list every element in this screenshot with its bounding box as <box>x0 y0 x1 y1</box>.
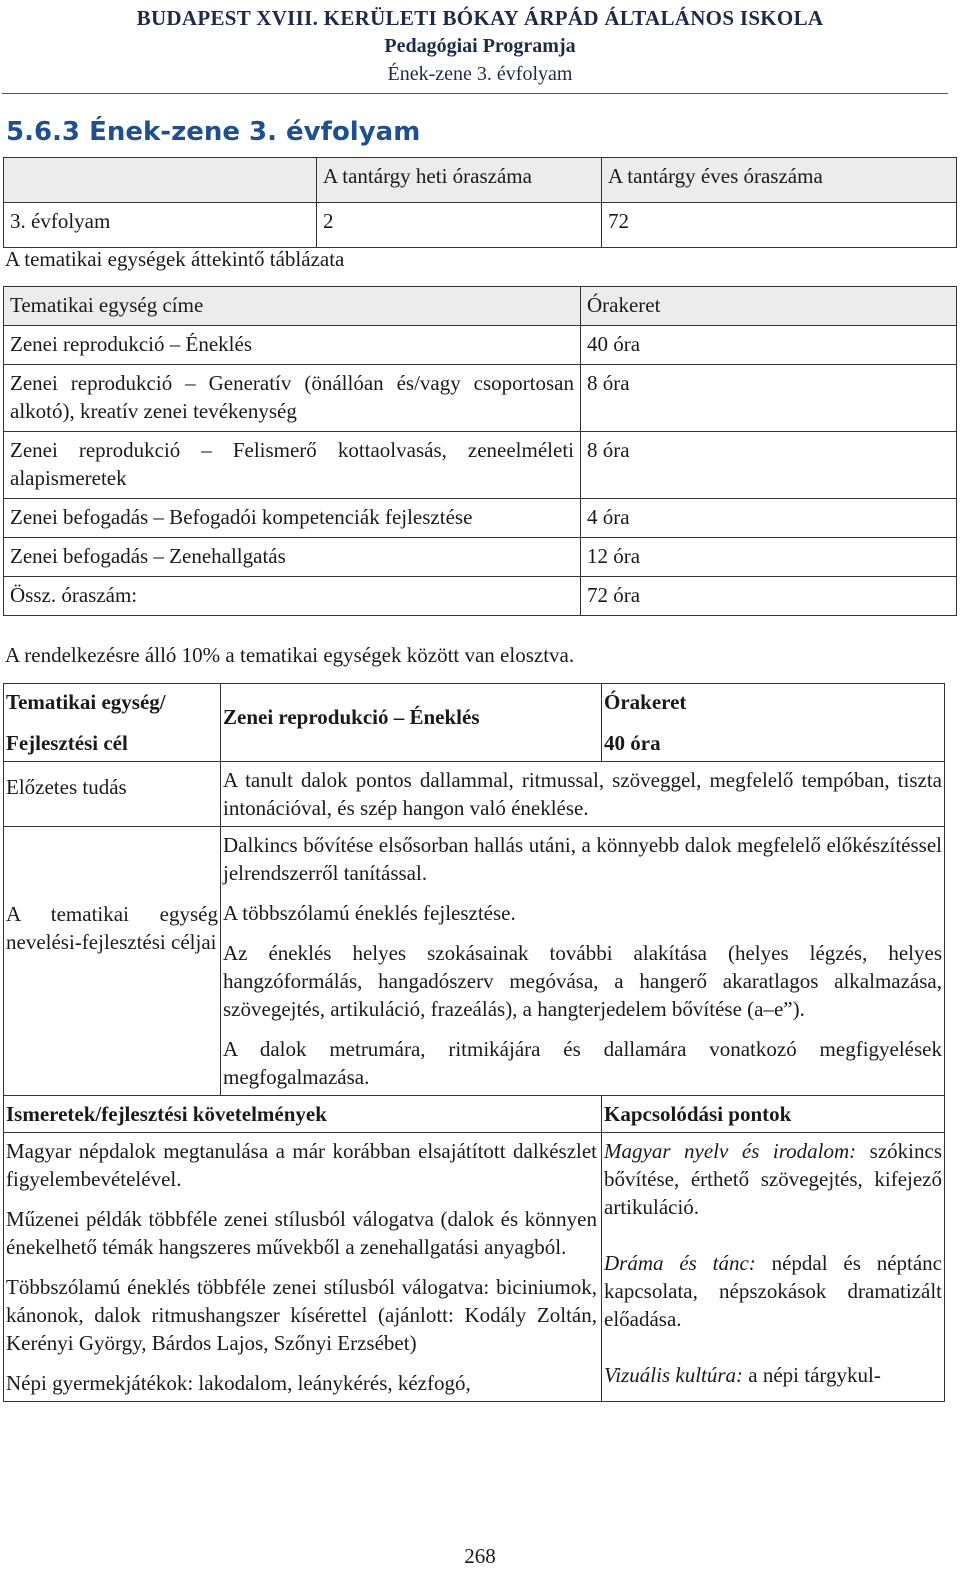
unit-label-cell <box>4 684 221 762</box>
unit-hours: 40 óra <box>581 326 957 365</box>
req-content-row <box>4 1133 945 1402</box>
unit-hours-cell <box>602 684 945 762</box>
unit-header-row <box>4 684 945 762</box>
req-header: Ismeretek/fejlesztési követelmények <box>4 1096 602 1133</box>
total-row <box>4 577 957 616</box>
total-value: 72 óra <box>581 577 957 616</box>
requirement-item: Műzenei példák többféle zenei stílusból válogatva (dalok és könnyen énekelhető témák hangszeres művekből a zenehallgatási anyagból. <box>6 1207 597 1259</box>
overview-caption: A tematikai egységek áttekintő táblázata <box>5 247 345 271</box>
unit-hours: 8 óra <box>581 365 957 432</box>
hours-table-corner <box>4 158 317 203</box>
link-item <box>604 1361 942 1389</box>
links-cell <box>602 1133 945 1402</box>
prior-text-cell <box>221 762 945 827</box>
link-subject: Dráma és tánc: <box>604 1251 756 1275</box>
page-number: 268 <box>464 1544 496 1568</box>
document-title: Pedagógiai Programja <box>384 35 576 57</box>
link-item <box>604 1249 942 1333</box>
overview-table <box>3 286 957 616</box>
unit-label-2: Fejlesztési cél <box>6 731 128 755</box>
hours-table-row <box>4 203 957 248</box>
table-row <box>4 432 957 499</box>
yearly-hours: 72 <box>602 203 957 248</box>
unit-name-cell <box>221 684 602 762</box>
goals-cell <box>221 827 945 1096</box>
section-title: 5.6.3 Ének-zene 3. évfolyam <box>6 117 421 147</box>
prior-label: Előzetes tudás <box>4 762 221 827</box>
unit-label-1: Tematikai egység/ <box>6 690 166 714</box>
requirement-item: Magyar népdalok megtanulása a már korábban elsajátított dalkészlet figyelembevételével. <box>6 1139 597 1191</box>
hours-table-header <box>4 158 957 203</box>
distribution-note: A rendelkezésre álló 10% a tematikai egységek között van elosztva. <box>5 643 575 667</box>
col-yearly-header: A tantárgy éves óraszáma <box>602 158 957 203</box>
unit-hours: 12 óra <box>581 538 957 577</box>
link-item <box>604 1137 942 1221</box>
col-weekly-header: A tantárgy heti óraszáma <box>317 158 602 203</box>
hours-table <box>3 157 957 248</box>
table-row <box>4 365 957 432</box>
link-subject: Vizuális kultúra: <box>604 1363 744 1387</box>
unit-hours: 8 óra <box>581 432 957 499</box>
req-header-row <box>4 1096 945 1133</box>
total-label: Össz. óraszám: <box>4 577 581 616</box>
goal-item: Az éneklés helyes szokásainak további alakítása (helyes légzés, helyes hangzóformálás, hangadószerv megóvása, a hangerő akaratlagos alkalmazása, szövegejtés, artikuláció, frazeálás), a hangterjedelem bővítése (a–e”). <box>223 941 942 1021</box>
header-divider <box>2 93 948 94</box>
unit-hours: 4 óra <box>581 499 957 538</box>
unit-title: Zenei reprodukció – Éneklés <box>4 326 581 365</box>
hours-value: 40 óra <box>604 731 661 755</box>
grade-label: 3. évfolyam <box>4 203 317 248</box>
goal-item: A dalok metrumára, ritmikájára és dallamára vonatkozó megfigyelések megfogalmazása. <box>223 1037 942 1089</box>
unit-title: Zenei reprodukció – Felismerő kottaolvasás, zeneelméleti alapismeretek <box>4 432 581 499</box>
school-name: BUDAPEST XVIII. KERÜLETI BÓKAY ÁRPÁD ÁLTALÁNOS ISKOLA <box>136 6 824 30</box>
requirement-item: Többszólamú éneklés többféle zenei stílusból válogatva: biciniumok, kánonok, dalok ritmushangszer kísérettel (ajánlott: Kodály Zoltán, Kerényi György, Bárdos Lajos, Szőnyi Erzsébet) <box>6 1275 597 1355</box>
table-row <box>4 499 957 538</box>
requirements-cell <box>4 1133 602 1402</box>
goals-label: A tematikai egység nevelési-fejlesztési céljai <box>4 827 221 1096</box>
link-text: népdal és néptánc kapcsolata, népszokások dramatizált előadása. <box>604 1251 942 1331</box>
document-subtitle: Ének-zene 3. évfolyam <box>387 63 573 85</box>
weekly-hours: 2 <box>317 203 602 248</box>
goal-item: Dalkincs bővítése elsősorban hallás utáni, a könnyebb dalok megfelelő előkészítéssel jelrendszerről tanítással. <box>223 833 942 885</box>
unit-title: Zenei befogadás – Befogadói kompetenciák fejlesztése <box>4 499 581 538</box>
overview-header <box>4 287 957 326</box>
hours-label: Órakeret <box>604 690 687 714</box>
table-row <box>4 538 957 577</box>
unit-name: Zenei reprodukció – Éneklés <box>223 704 480 729</box>
link-text: szókincs bővítése, érthető szövegejtés, kifejező artikuláció. <box>604 1139 943 1219</box>
requirement-item: Népi gyermekjátékok: lakodalom, leánykérés, kézfogó, <box>6 1371 471 1395</box>
goals-row <box>4 827 945 1096</box>
goal-item: A többszólamú éneklés fejlesztése. <box>223 901 516 925</box>
prior-text: A tanult dalok pontos dallammal, ritmussal, szöveggel, megfelelő tempóban, tiszta intonációval, és szép hangon való éneklése. <box>223 768 942 820</box>
table-row <box>4 326 957 365</box>
unit-table <box>3 683 945 1402</box>
link-text: a népi tárgykul- <box>743 1363 881 1387</box>
col-title-header: Tematikai egység címe <box>4 287 581 326</box>
col-hours-header: Órakeret <box>581 287 957 326</box>
prior-knowledge-row <box>4 762 945 827</box>
unit-title: Zenei befogadás – Zenehallgatás <box>4 538 581 577</box>
link-subject: Magyar nyelv és irodalom: <box>604 1139 857 1163</box>
link-header: Kapcsolódási pontok <box>602 1096 945 1133</box>
unit-title: Zenei reprodukció – Generatív (önállóan és/vagy csoportosan alkotó), kreatív zenei tevékenység <box>4 365 581 432</box>
